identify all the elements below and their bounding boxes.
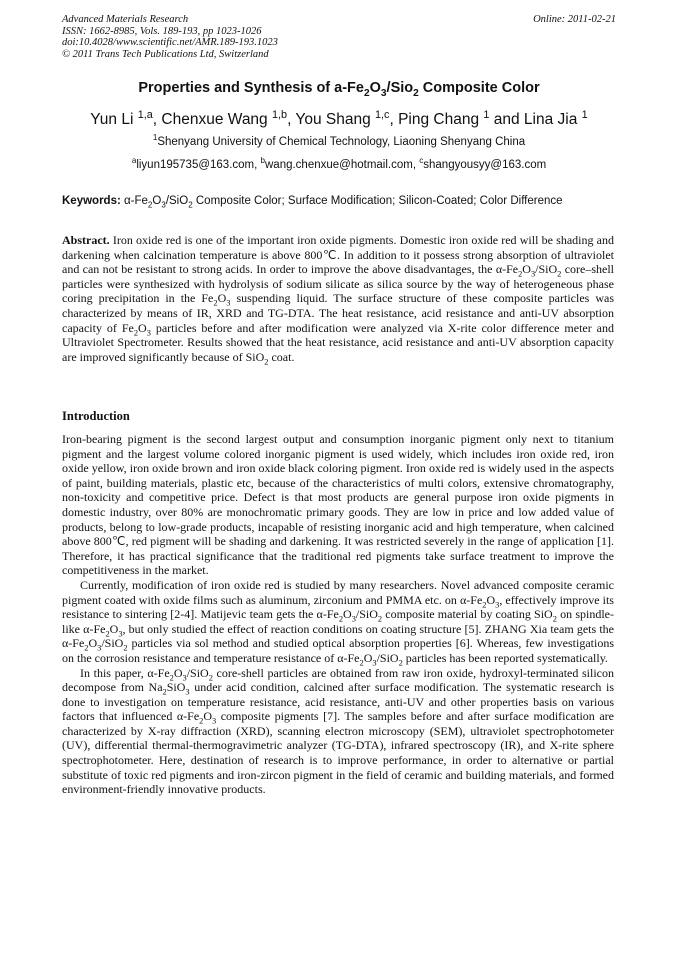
doi-line: doi:10.4028/www.scientific.net/AMR.189-193.1023 <box>62 37 278 48</box>
affiliation: $^1$Shenyang University of Chemical Technology, Liaoning Shenyang China <box>152 133 526 148</box>
email-link: wang.chenxue@hotmail.com, <box>265 159 420 171</box>
author-name: You Shang <box>295 111 375 128</box>
section-heading-introduction: Introduction <box>62 409 130 423</box>
online-date: Online: 2011-02-21 <box>533 14 616 25</box>
issn-line: ISSN: 1662-8985, Vols. 189-193, pp 1023-1026 <box>62 25 262 37</box>
abstract: Abstract. Iron oxide red is one of the important iron oxide pigments. Domestic iron oxide red will be shading and darkening when calcination temperature is above 800℃. In addition to it possess strong absorption of ultraviolet and can not be resistant to strong acids. In order to improve the above disadvantages, the $\alpha-Fe_2O_3/SiO_2$ core–shell particles were synthesized with hydrolysis of sodium silicate as silica source by the way of heterogeneous phase coring precipitation in the $Fe_2O_3$ suspending liquid. The surface structure of these composite particles was characterized by means of IR, XRD and TG-DTA. The heat resistance, acid resistance and anti-UV absorption capacity of $Fe_2O_3$ particles before and after modification were analyzed via X-rite color difference meter and Ultraviolet Spectrometer. Results showed that the heat resistance, acid resistance and anti-UV absorption capacity are improved significantly because of SiO$_2$ coat. <box>62 233 615 367</box>
author-list: Yun Li $^{1,a}$, Chenxue Wang $^{1,b}$, You Shang $^{1,c}$, Ping Chang $^1$ and Lina Jia $^1$ <box>90 108 588 128</box>
author-name: Chenxue Wang <box>161 111 272 128</box>
abstract-label: Abstract. <box>62 233 110 247</box>
email-link: shangyousyy@163.com <box>423 159 547 171</box>
author-name: Ping Chang <box>398 111 484 128</box>
author-emails: $^a$liyun195735@163.com, $^b$wang.chenxue@hotmail.com, $^c$shangyousyy@163.com <box>131 156 547 171</box>
paragraph: In this paper, $\alpha-Fe_2O_3/SiO_2$ core-shell particles are obtained from raw iron oxide, hydroxyl-terminated silicon decompose from $Na_2SiO_3$ under acid condition, calcined after surface modification. The systematic research is done to investigation on temperature resistance, acid resistance, anti-UV and other properties basis on various factors that influenced $\alpha-Fe_2O_3$ composite pigments [7]. The samples before and after surface modification are characterized by X-ray diffraction (XRD), scanning electron microscopy (SEM), ultraviolet spectrophotometer (UV), differential thermal-thermogravimetric analyzer (TG-DTA), infrared spectroscopy (IR), and X-rite sphere spectrophotometer. Here, destination of research is to improve performance, in order to alternative or partial substitute of toxic red pigments and iron-zircon pigment in the field of ceramic and building materials, and formed environment-friendly innovative products. <box>62 665 614 797</box>
introduction-body <box>62 432 614 797</box>
paper-title: Properties and Synthesis of $a-Fe_2O_3/Sio_2$ Composite Color <box>138 80 540 99</box>
email-link: liyun195735@163.com, <box>136 159 261 171</box>
author-name: Lina Jia <box>523 111 582 128</box>
paragraph: Iron-bearing pigment is the second largest output and consumption inorganic pigment only next to titanium pigment and the largest volume colored inorganic pigment is used widely, which includes iron oxide red, iron oxide yellow, iron oxide brown and iron oxide black coloring pigment. Iron oxide red is widely used in the aspects of paint, building materials, plastic etc, because of the characteristics of multi colors, extensive chromatography, non-toxicity and competitive price. Defect is that most products are general purpose iron oxide pigments in domestic industry, over 80% are monochromatic primary goods. They are low in price and low added value of products, belong to low-grade products, incapable of resisting inorganic acid and high temperature, when calcined above 800℃, red pigment will be shading and darkening. It was restricted severely in the range of application [1]. Therefore, it has practical significance that the traditional red pigments take surface treatment to improve the competitiveness in the market. <box>62 432 614 578</box>
journal-name: Advanced Materials Research <box>62 14 189 25</box>
copyright-line: © 2011 Trans Tech Publications Ltd, Switzerland <box>62 48 269 60</box>
journal-header <box>62 14 616 60</box>
paragraph: Currently, modification of iron oxide red is studied by many researchers. Novel advanced composite ceramic pigment coated with oxide films such as aluminum, zirconium and PMMA etc. on $\alpha-Fe_2O_3$, effectively improve its resistance to sintering [2-4]. Matijevic team gets the $\alpha-Fe_2O_3/SiO_2$ composite material by coating SiO$_2$ on spindle-like $\alpha-Fe_2O_3$, but only studied the effect of reaction conditions on coating structure [5]. ZHANG Xia team gets the $\alpha-Fe_2O_3/SiO_2$ particles via sol method and studied optical absorption properties [6]. Whereas, few investigations on the corrosion resistance and temperature resistance of $\alpha-Fe_2O_3/SiO_2$ particles has been reported systematically. <box>62 577 614 668</box>
keywords-label: Keywords: <box>62 195 121 207</box>
keywords: Keywords: $\alpha-Fe_2O_3/SiO_2$ Composite Color; Surface Modification; Silicon-Coated; Color Difference <box>62 195 563 210</box>
author-name: Yun Li <box>90 111 138 128</box>
